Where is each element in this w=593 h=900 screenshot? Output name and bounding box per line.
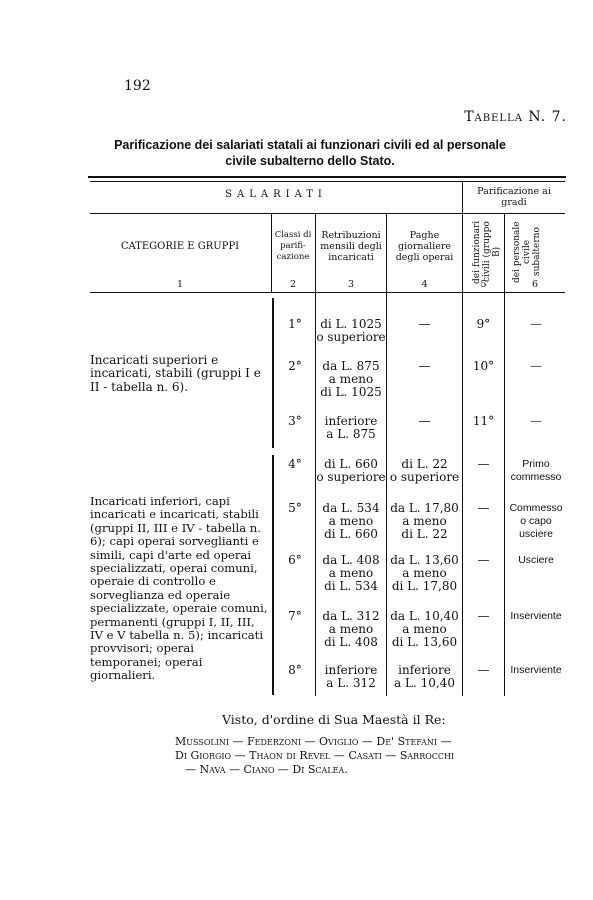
row-grado-funzionari: — (477, 663, 490, 677)
row-classe: 5° (288, 501, 302, 515)
row-paga-line: da L. 13,60 (390, 553, 459, 567)
row-grado-subalterno: Inserviente (510, 664, 562, 676)
row-paga-line: a meno (402, 566, 447, 580)
row-grado-subalterno: — (530, 360, 542, 372)
row-grado-funzionari: — (477, 501, 490, 515)
row-classe: 3° (288, 414, 302, 428)
brace-group-2 (272, 455, 274, 695)
row-grado-funzionari: — (477, 553, 490, 567)
row-paga-line: a meno (402, 622, 447, 636)
row-classe: 1° (288, 317, 302, 331)
signatures-line-1: Mussolini — Federzoni — Oviglio — De' Stefani — (175, 735, 452, 748)
row-paga-line: — (418, 414, 431, 428)
row-grado-subalterno: — (530, 415, 542, 427)
row-grado-subalterno: Usciere (518, 554, 554, 566)
row-classe: 4° (288, 457, 302, 471)
col-number-3: 3 (347, 279, 355, 290)
header-col-paghe: Paghe giornaliere degli operai (395, 230, 454, 263)
row-paga-line: di L. 13,60 (391, 635, 458, 649)
row-retribuzione-line: di L. 1025 (320, 385, 382, 399)
row-retribuzione-line: o superiore (316, 330, 386, 344)
row-paga-line: inferiore (398, 663, 451, 677)
row-grado-subalterno: Primo commesso (510, 458, 562, 483)
header-col-retribuzioni: Retribuzioni mensili degli incaricati (320, 230, 382, 263)
header-col-subalterno: dei personale civile subalterno (512, 221, 542, 283)
row-retribuzione-line: di L. 534 (324, 579, 378, 593)
group-2-description: Incaricati inferiori, capi incaricati e incaricati, stabili (gruppi II, III e IV - tabella n. 6); capi operai sorveglianti e simili, capi d'arte ed operai specializzati, operai comuni, operaie di controllo e sorveglianza ed operaie specializzate, operaie comuni, permanenti (gruppi I, II, III, IV e V tabella n. 5); incaricati provvisori; operai temporanei; operai giornalieri. (90, 494, 268, 683)
header-col-funzionari: dei funzionari civili (gruppo B) (472, 220, 502, 284)
signatures-line-2: Di Giorgio — Thaon di Revel — Casati — Sarrocchi (175, 749, 455, 762)
row-retribuzione-line: da L. 312 (322, 609, 380, 623)
row-paga-line: — (418, 359, 431, 373)
row-retribuzione-line: a meno (328, 372, 374, 386)
table-label: Tabella N. 7. (464, 109, 567, 125)
col-number-4: 4 (421, 279, 428, 290)
brace-group-1 (272, 298, 274, 448)
row-retribuzione-line: da L. 875 (322, 359, 380, 373)
row-retribuzione-line: di L. 1025 (320, 317, 382, 331)
row-retribuzione-line: a meno (328, 622, 374, 636)
row-grado-funzionari: 10° (472, 359, 495, 373)
row-classe: 7° (288, 609, 302, 623)
row-paga-line: da L. 10,40 (390, 609, 459, 623)
row-paga-line: — (418, 317, 431, 331)
col-number-1: 1 (176, 279, 184, 290)
row-grado-funzionari: — (477, 609, 490, 623)
row-paga-line: a meno (402, 514, 447, 528)
header-parificazione: Parificazione ai gradi (477, 186, 551, 208)
row-paga-line: di L. 22 (401, 527, 448, 541)
row-paga-line: di L. 17,80 (391, 579, 458, 593)
row-retribuzione-line: di L. 408 (324, 635, 378, 649)
row-retribuzione-line: inferiore (324, 414, 378, 428)
row-retribuzione-line: inferiore (324, 663, 378, 677)
group-1-description: Incaricati superiori e incaricati, stabili (gruppi I e II - tabella n. 6). (90, 353, 261, 394)
title-line-1: Parificazione dei salariati statali ai funzionari civili ed al personale (114, 138, 506, 152)
row-retribuzione-line: a L. 875 (326, 427, 376, 441)
row-grado-funzionari: 9° (476, 317, 491, 331)
row-retribuzione-line: a meno (328, 566, 374, 580)
row-classe: 2° (288, 359, 302, 373)
table-top-rule-thin (90, 181, 565, 182)
table-top-rule (88, 176, 566, 178)
header-bottom-rule (90, 292, 565, 293)
row-paga-line: da L. 17,80 (390, 501, 459, 515)
parif-rule (462, 213, 565, 214)
row-grado-funzionari: 11° (472, 414, 495, 428)
row-retribuzione-line: o superiore (316, 470, 386, 484)
salariati-rule (90, 213, 462, 214)
header-salariati: SALARIATI (225, 189, 327, 200)
row-retribuzione-line: a L. 312 (326, 676, 376, 690)
row-grado-subalterno: — (530, 318, 542, 330)
header-col-categorie: CATEGORIE E GRUPPI (120, 241, 240, 252)
signatures-line-3: — Nava — Ciano — Di Scalea. (185, 763, 348, 776)
row-paga-line: di L. 22 (401, 457, 448, 471)
row-classe: 8° (288, 663, 302, 677)
row-grado-funzionari: — (477, 457, 490, 471)
row-retribuzione-line: da L. 408 (322, 553, 380, 567)
visto-line: Visto, d'ordine di Sua Maestà il Re: (222, 712, 446, 727)
row-retribuzione-line: da L. 534 (322, 501, 380, 515)
col-number-6: 6 (531, 279, 539, 290)
row-retribuzione-line: di L. 660 (324, 457, 378, 471)
row-paga-line: o superiore (389, 470, 460, 484)
col-number-2: 2 (289, 279, 297, 290)
row-grado-subalterno: Commesso o capo usciere (509, 502, 563, 540)
page-number: 192 (124, 78, 151, 94)
col-number-5: 5 (480, 279, 487, 290)
header-col-classi: Classi di parifi-cazione (274, 230, 312, 262)
row-retribuzione-line: a meno (328, 514, 374, 528)
row-retribuzione-line: di L. 660 (324, 527, 378, 541)
title-line-2: civile subalterno dello Stato. (225, 154, 395, 168)
row-classe: 6° (288, 553, 302, 567)
row-grado-subalterno: Inserviente (510, 610, 562, 622)
row-paga-line: a L. 10,40 (394, 676, 455, 690)
